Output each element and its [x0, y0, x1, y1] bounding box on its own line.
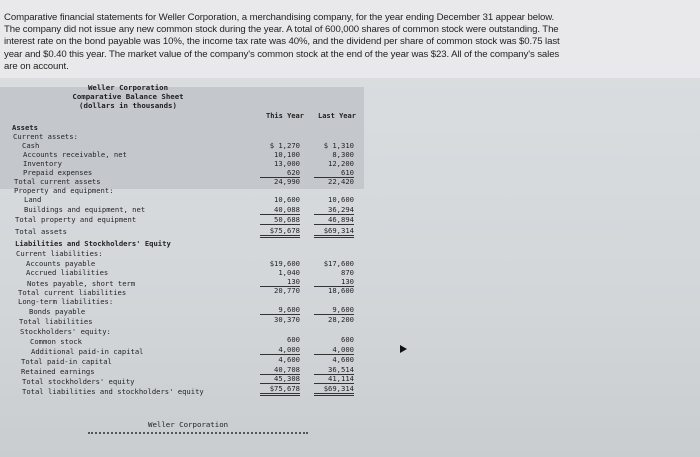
value-last-year: 12,200 — [328, 159, 354, 168]
value-this-year: 130 — [260, 277, 300, 287]
value-last-year: 28,200 — [328, 315, 354, 324]
column-header-last-year: Last Year — [318, 112, 356, 120]
row-label: Notes payable, short term — [27, 279, 136, 288]
intro-line: Comparative financial statements for Weller Corporation, a merchandising company, for the year ending December 31 appear below. — [4, 12, 555, 23]
value-this-year: 600 — [287, 335, 300, 344]
row-label: Assets — [12, 123, 38, 132]
value-this-year: 9,600 — [260, 305, 300, 315]
row-label: Common stock — [30, 337, 82, 346]
balance-sheet-photo — [0, 78, 700, 457]
row-label: Long-term liabilities: — [18, 297, 114, 306]
row-label: Property and equipment: — [14, 186, 114, 195]
row-label: Stockholders' equity: — [20, 327, 111, 336]
row-label: Liabilities and Stockholders' Equity — [15, 239, 171, 248]
row-label: Accrued liabilities — [26, 268, 109, 277]
value-this-year: 40,708 — [260, 365, 300, 375]
column-header-this-year: This Year — [266, 112, 304, 120]
value-this-year: 4,600 — [278, 355, 300, 364]
value-this-year: 4,000 — [260, 345, 300, 355]
value-last-year: $69,314 — [314, 384, 354, 396]
row-label: Current assets: — [13, 132, 78, 141]
next-statement-title: Weller Corporation — [148, 420, 229, 429]
value-last-year: 610 — [314, 168, 354, 178]
value-this-year: 45,308 — [260, 374, 300, 384]
cut-off-text-line — [88, 432, 308, 435]
row-label: Total stockholders' equity — [22, 377, 135, 386]
statement-units: (dollars in thousands) — [79, 101, 177, 110]
value-last-year: $ 1,310 — [323, 141, 354, 150]
value-last-year: 4,600 — [332, 355, 354, 364]
value-last-year: 36,294 — [314, 205, 354, 215]
row-label: Cash — [22, 141, 40, 150]
value-this-year: 10,600 — [274, 195, 300, 204]
value-this-year: 620 — [260, 168, 300, 178]
value-this-year: $ 1,270 — [269, 141, 300, 150]
intro-line: interest rate on the bond payable was 10%, the income tax rate was 40%, and the dividend per share of common stock was $0.75 last — [4, 36, 560, 48]
company-name: Weller Corporation — [87, 83, 169, 92]
intro-line: The company did not issue any new common stock during the year. A total of 600,000 shares of common stock were outstanding. The — [4, 24, 559, 36]
value-last-year: 41,114 — [314, 374, 354, 384]
row-label: Retained earnings — [21, 367, 95, 376]
value-this-year: 30,370 — [274, 315, 300, 324]
row-label: Total liabilities — [19, 317, 93, 326]
problem-intro — [4, 12, 694, 73]
mouse-cursor-icon — [400, 345, 407, 353]
row-label: Accounts receivable, net — [23, 150, 127, 159]
row-label: Prepaid expenses — [23, 168, 93, 177]
value-this-year: 50,688 — [260, 215, 300, 225]
statement-title: Comparative Balance Sheet — [72, 92, 184, 101]
intro-line: are on account. — [4, 60, 69, 72]
row-label: Total current assets — [14, 177, 101, 186]
value-last-year: 130 — [314, 277, 354, 287]
value-last-year: 8,300 — [332, 150, 354, 159]
value-last-year: 600 — [341, 335, 354, 344]
value-last-year: 4,000 — [314, 345, 354, 355]
value-this-year: $75,678 — [260, 226, 300, 238]
value-this-year: 40,088 — [260, 205, 300, 215]
row-label: Total property and equipment — [15, 215, 137, 224]
row-label: Bonds payable — [29, 307, 86, 316]
value-last-year: $17,600 — [323, 259, 354, 268]
row-label: Accounts payable — [26, 259, 96, 268]
row-label: Buildings and equipment, net — [24, 205, 146, 214]
intro-line: year and $0.40 this year. The market value of the company's common stock at the end of the year was $23. All of the company's sales — [4, 48, 560, 60]
row-label: Additional paid-in capital — [31, 347, 144, 356]
value-this-year: 13,000 — [274, 159, 300, 168]
value-this-year: $75,678 — [260, 384, 300, 396]
value-last-year: 22,420 — [328, 177, 354, 186]
row-label: Current liabilities: — [16, 249, 103, 258]
value-this-year: 10,100 — [274, 150, 300, 159]
value-last-year: $69,314 — [314, 226, 354, 238]
value-this-year: $19,600 — [269, 259, 300, 268]
row-label: Inventory — [23, 159, 62, 168]
row-label: Total assets — [15, 227, 67, 236]
value-last-year: 36,514 — [314, 365, 354, 375]
value-last-year: 46,894 — [314, 215, 354, 225]
row-label: Land — [24, 195, 42, 204]
row-label: Total paid-in capital — [21, 357, 112, 366]
value-last-year: 10,600 — [328, 195, 354, 204]
row-label: Total liabilities and stockholders' equity — [22, 387, 204, 396]
value-last-year: 9,600 — [314, 305, 354, 315]
value-this-year: 20,770 — [274, 286, 300, 295]
value-this-year: 1,040 — [278, 268, 300, 277]
row-label: Total current liabilities — [18, 288, 127, 297]
value-last-year: 18,600 — [328, 286, 354, 295]
value-this-year: 24,990 — [274, 177, 300, 186]
value-last-year: 870 — [341, 268, 354, 277]
